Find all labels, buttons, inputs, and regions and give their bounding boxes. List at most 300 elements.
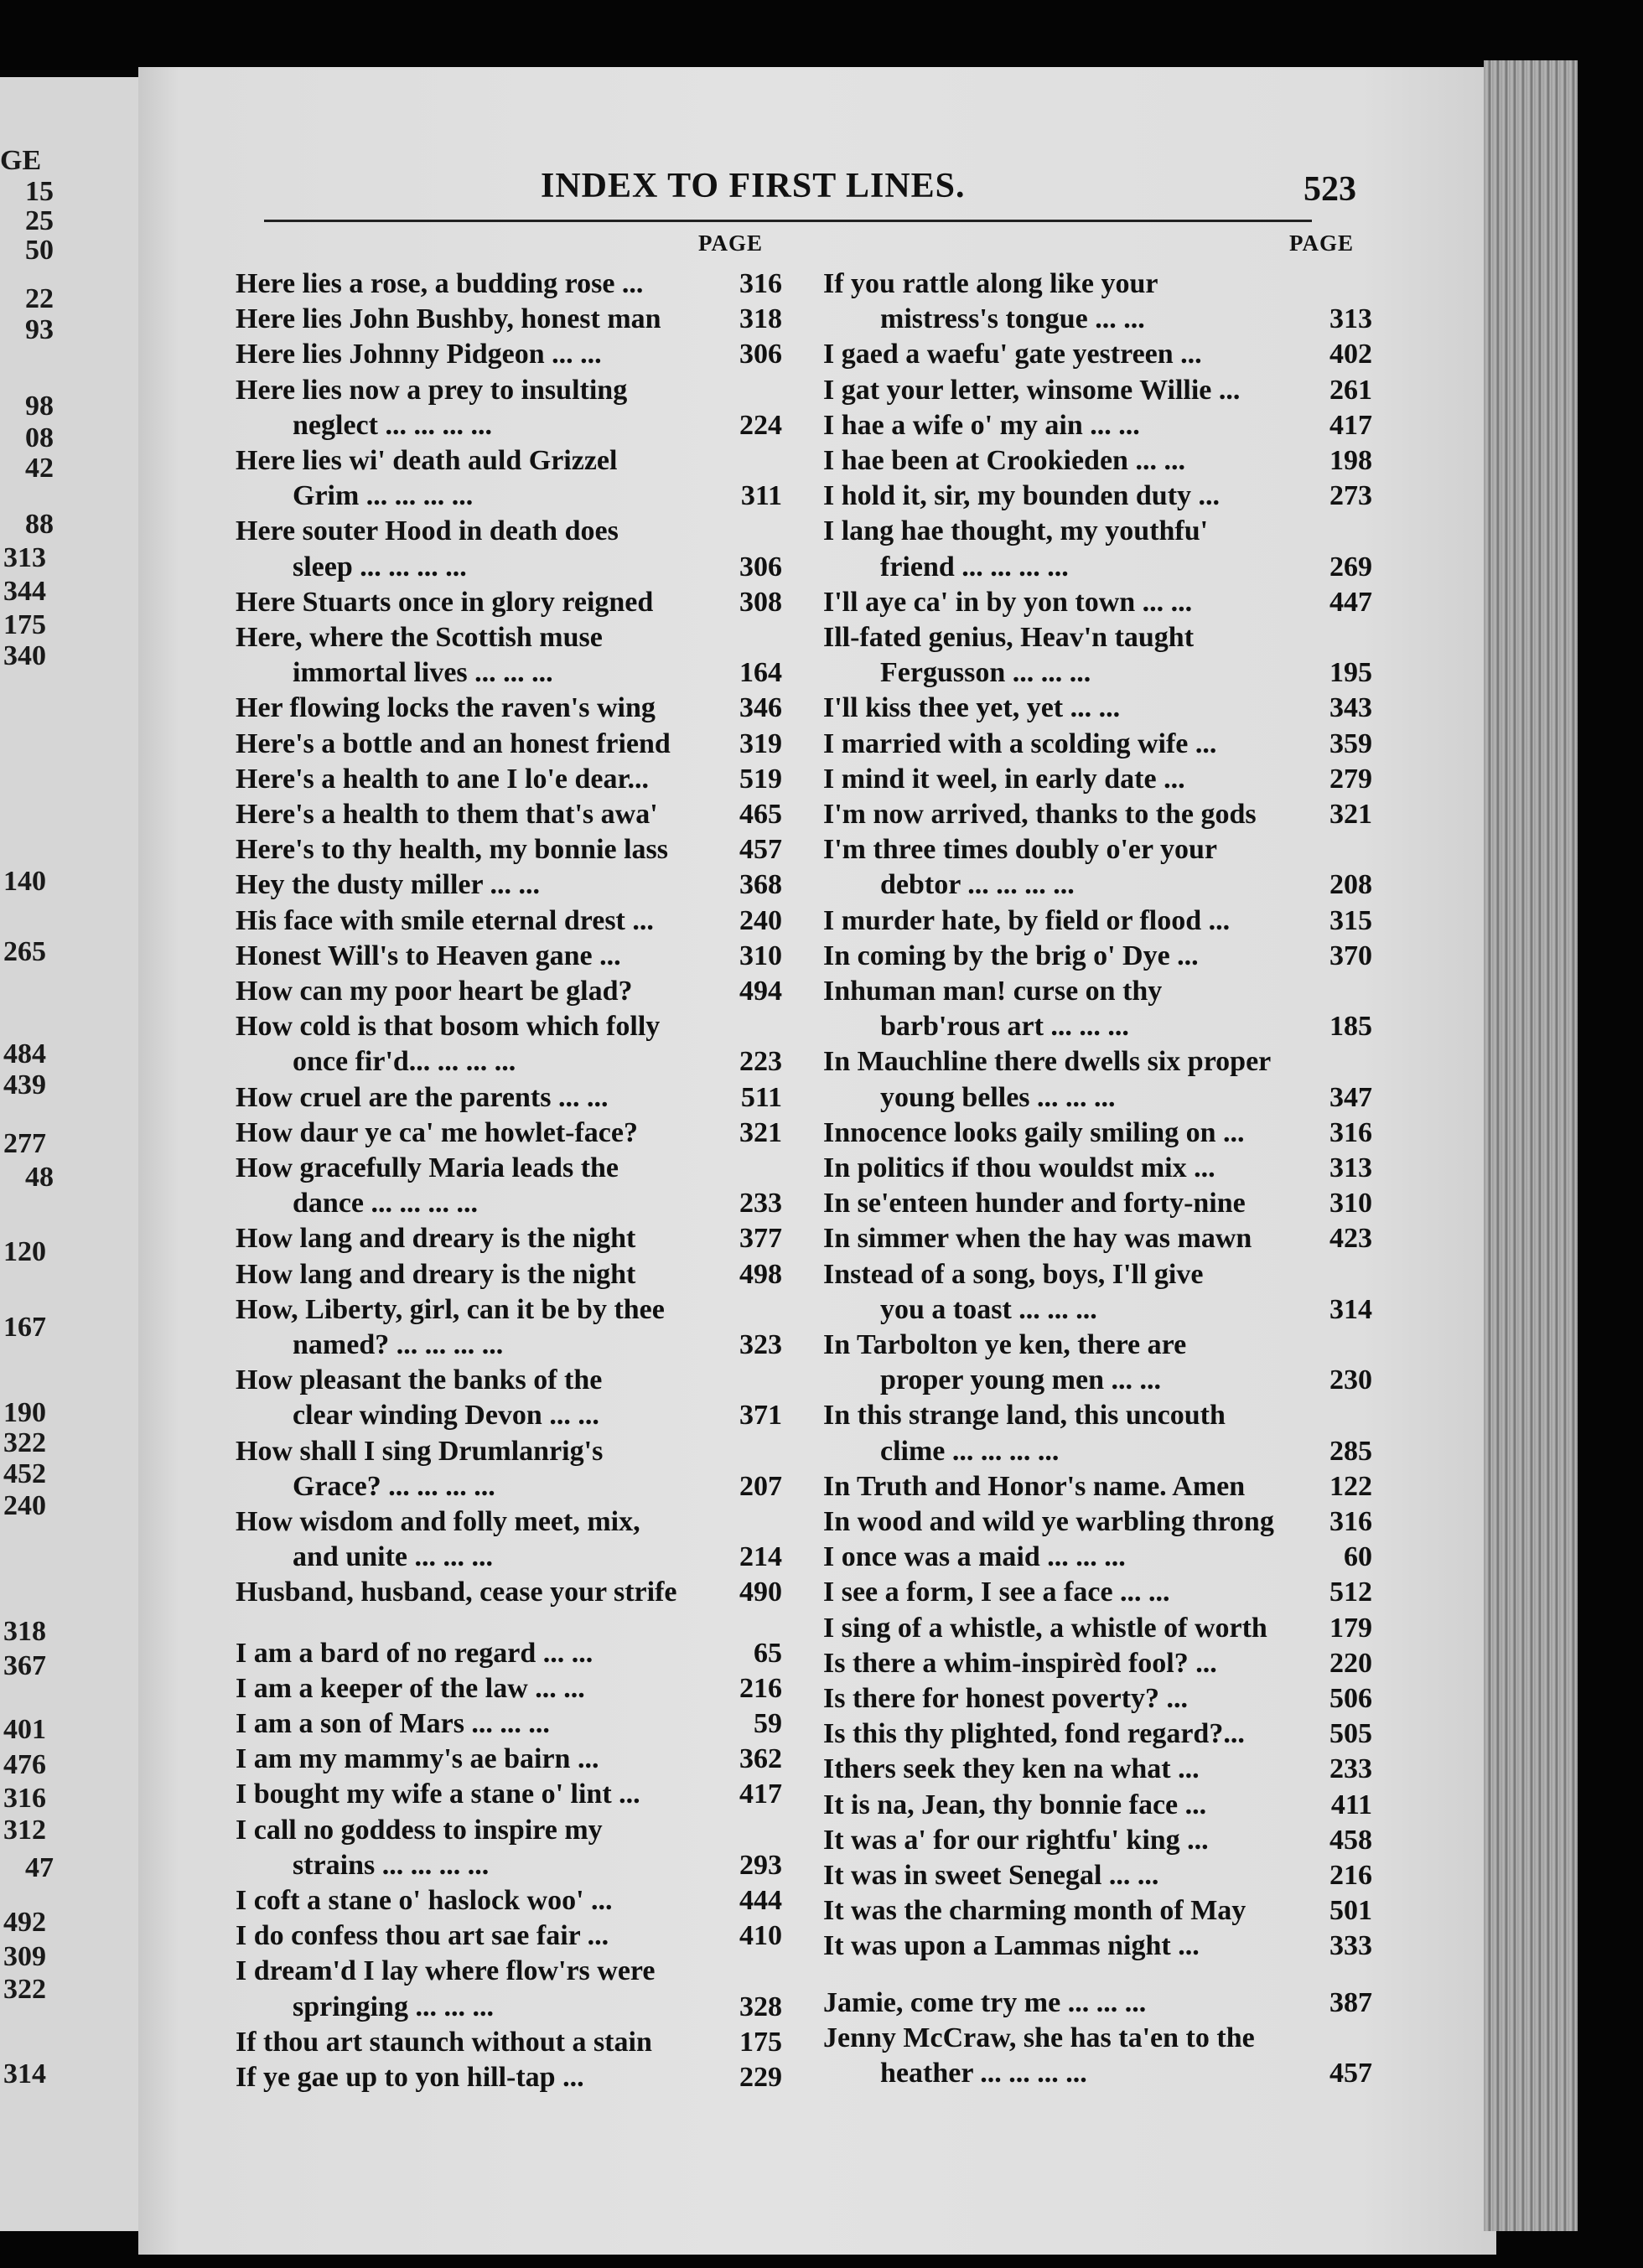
page-ref: 402 [1329, 339, 1372, 370]
page-ref: 457 [1329, 2058, 1372, 2089]
first-line-text: Grace? ... ... ... ... [293, 1470, 495, 1502]
first-line-text: In Tarbolton ye ken, there are [823, 1329, 1187, 1360]
first-line-text: Ill-fated genius, Heav'n taught [823, 622, 1195, 653]
page-ref: 494 [739, 976, 782, 1007]
index-entry [236, 867, 782, 904]
index-entry [236, 761, 782, 798]
first-line-text: In wood and wild ye warbling throng [823, 1506, 1274, 1537]
index-entry [823, 690, 1372, 727]
first-line-text: I hold it, sir, my bounden duty ... [823, 480, 1221, 512]
facing-page-number: 120 [3, 1236, 46, 1267]
page-ref: 293 [739, 1849, 782, 1881]
index-entry [823, 584, 1372, 621]
first-line-text: If you rattle along like your [823, 268, 1158, 299]
index-entry-continuation [236, 1327, 782, 1364]
book-page [138, 67, 1496, 2255]
index-entry-continuation [823, 1362, 1372, 1399]
first-line-text: How pleasant the banks of the [236, 1364, 603, 1396]
first-line-text: I gaed a waefu' gate yestreen ... [823, 339, 1202, 370]
index-entry [236, 1882, 782, 1919]
first-line-text: How cruel are the parents ... ... [236, 1081, 609, 1113]
index-entry [236, 1080, 782, 1116]
first-line-text: I once was a maid ... ... ... [823, 1541, 1126, 1573]
index-entry [236, 726, 782, 763]
page-ref: 417 [1329, 409, 1372, 441]
first-line-text: How lang and dreary is the night [236, 1258, 636, 1290]
header-rule [264, 220, 1312, 222]
first-line-text: How cold is that bosom which folly [236, 1011, 661, 1043]
index-entry-continuation [236, 655, 782, 691]
page-ref: 313 [1329, 303, 1372, 335]
facing-page-number: 322 [3, 1427, 46, 1458]
first-line-text: It was in sweet Senegal ... ... [823, 1860, 1159, 1891]
index-entry [823, 903, 1372, 940]
index-entry-continuation [236, 1468, 782, 1505]
page-ref: 387 [1329, 1986, 1372, 2018]
page-ref: 377 [739, 1223, 782, 1255]
first-line-text: I hae been at Crookieden ... ... [823, 445, 1185, 476]
page-ref: 328 [739, 1991, 782, 2022]
first-line-text: neglect ... ... ... ... [293, 409, 492, 441]
index-entry [236, 336, 782, 373]
index-entry [823, 973, 1372, 1010]
page-ref: 164 [739, 657, 782, 689]
first-line-text: heather ... ... ... ... [880, 2058, 1087, 2089]
facing-page-number: 484 [3, 1038, 46, 1069]
first-line-text: It was a' for our rightfu' king ... [823, 1824, 1209, 1856]
index-entry [236, 796, 782, 833]
page-ref: 216 [739, 1672, 782, 1704]
page-ref: 65 [754, 1637, 782, 1669]
index-entry [236, 690, 782, 727]
facing-page-number: 312 [3, 1815, 46, 1846]
first-line-text: How gracefully Maria leads the [236, 1152, 619, 1183]
index-entry [823, 1574, 1372, 1611]
first-line-text: Innocence looks gaily smiling on ... [823, 1116, 1245, 1148]
page-ref: 323 [739, 1329, 782, 1360]
page-ref: 505 [1329, 1718, 1372, 1750]
first-line-text: Jenny McCraw, she has ta'en to the [823, 2022, 1255, 2053]
index-entry [823, 1468, 1372, 1505]
first-line-text: Here's to thy health, my bonnie lass [236, 834, 669, 866]
facing-page-number: 318 [3, 1616, 46, 1647]
facing-page-number: 309 [3, 1941, 46, 1972]
first-line-text: Is there a whim-inspirèd fool? ... [823, 1647, 1217, 1679]
index-entry [236, 513, 782, 550]
first-line-text: I'll kiss thee yet, yet ... ... [823, 692, 1121, 724]
index-entry [236, 1433, 782, 1470]
first-line-text: Here lies Johnny Pidgeon ... ... [236, 339, 602, 370]
page-ref: 447 [1329, 586, 1372, 618]
page-ref: 319 [739, 728, 782, 759]
page-ref: 233 [1329, 1753, 1372, 1785]
index-entry [823, 478, 1372, 515]
facing-page-number: 314 [3, 2058, 46, 2089]
index-entry [823, 443, 1372, 479]
first-line-text: clime ... ... ... ... [880, 1435, 1060, 1467]
index-entry [823, 2020, 1372, 2057]
page-edges [1484, 60, 1578, 2231]
first-line-text: and unite ... ... ... [293, 1541, 493, 1573]
facing-page-number: 47 [25, 1852, 54, 1883]
first-line-text: sleep ... ... ... ... [293, 551, 467, 583]
first-line-text: barb'rous art ... ... ... [880, 1011, 1129, 1043]
page-ref: 220 [1329, 1647, 1372, 1679]
page-ref: 269 [1329, 551, 1372, 583]
index-entry [823, 372, 1372, 409]
first-line-text: I am a keeper of the law ... ... [236, 1672, 585, 1704]
first-line-text: Here's a bottle and an honest friend [236, 728, 671, 759]
facing-page-number: 492 [3, 1907, 46, 1938]
index-entry [236, 1918, 782, 1955]
first-line-text: It was upon a Lammas night ... [823, 1930, 1200, 1962]
facing-page-number: 316 [3, 1783, 46, 1814]
index-entry-continuation [236, 1847, 782, 1884]
index-entry [823, 1115, 1372, 1152]
first-line-text: How shall I sing Drumlanrig's [236, 1435, 604, 1467]
index-entry [236, 1150, 782, 1187]
index-entry-continuation [823, 1008, 1372, 1045]
first-line-text: It was the charming month of May [823, 1895, 1247, 1927]
first-line-text: once fir'd... ... ... ... [293, 1046, 516, 1078]
index-entry [823, 407, 1372, 444]
index-entry [236, 973, 782, 1010]
first-line-text: Grim ... ... ... ... [293, 480, 474, 512]
index-entry [823, 1220, 1372, 1257]
index-entry [236, 1776, 782, 1813]
index-entry [236, 903, 782, 940]
page-ref: 315 [1329, 904, 1372, 936]
index-entry [236, 584, 782, 621]
index-entry [236, 1256, 782, 1293]
index-entry [823, 938, 1372, 975]
first-line-text: proper young men ... ... [880, 1364, 1162, 1396]
index-entry [823, 1893, 1372, 1929]
page-ref: 314 [1329, 1293, 1372, 1325]
first-line-text: Is this thy plighted, fond regard?... [823, 1718, 1245, 1750]
index-entry-continuation [823, 549, 1372, 586]
page-ref: 306 [739, 551, 782, 583]
index-entry [823, 1504, 1372, 1540]
index-entry-continuation [823, 301, 1372, 338]
page-ref: 347 [1329, 1081, 1372, 1113]
first-line-text: I mind it weel, in early date ... [823, 763, 1185, 795]
facing-page-number: 22 [25, 283, 54, 314]
first-line-text: strains ... ... ... ... [293, 1849, 490, 1881]
page-ref: 214 [739, 1541, 782, 1573]
page-ref: 457 [739, 834, 782, 866]
first-line-text: I do confess thou art sae fair ... [236, 1920, 609, 1952]
index-entry [236, 1292, 782, 1328]
index-entry-continuation [236, 407, 782, 444]
page-ref: 229 [739, 2062, 782, 2093]
page-ref: 316 [739, 268, 782, 299]
page-ref: 230 [1329, 1364, 1372, 1396]
page-ref: 273 [1329, 480, 1372, 512]
page-ref: 195 [1329, 657, 1372, 689]
first-line-text: Here lies a rose, a budding rose ... [236, 268, 644, 299]
first-line-text: I married with a scolding wife ... [823, 728, 1217, 759]
page-ref: 498 [739, 1258, 782, 1290]
page-ref: 423 [1329, 1223, 1372, 1255]
index-entry [236, 1115, 782, 1152]
index-entry-continuation [236, 1989, 782, 2026]
facing-page-edge [0, 77, 151, 2231]
page-title: INDEX TO FIRST LINES. [541, 167, 966, 205]
page-ref: 60 [1344, 1541, 1372, 1573]
page-ref: 175 [739, 2026, 782, 2058]
page-ref: 223 [739, 1046, 782, 1078]
first-line-text: immortal lives ... ... ... [293, 657, 553, 689]
page-ref: 346 [739, 692, 782, 724]
page-ref: 318 [739, 303, 782, 335]
index-entry [823, 1928, 1372, 1965]
first-line-text: If ye gae up to yon hill-tap ... [236, 2062, 584, 2093]
page-ref: 261 [1329, 374, 1372, 406]
facing-page-number: 15 [25, 176, 54, 207]
index-entry-continuation [236, 1185, 782, 1222]
first-line-text: His face with smile eternal drest ... [236, 904, 654, 936]
page-ref: 501 [1329, 1895, 1372, 1927]
index-entry [236, 443, 782, 479]
page-ref: 207 [739, 1470, 782, 1502]
first-line-text: Here lies now a prey to insulting [236, 374, 628, 406]
index-entry [823, 266, 1372, 303]
page-ref: 179 [1329, 1612, 1372, 1644]
first-line-text: Here lies wi' death auld Grizzel [236, 445, 618, 476]
facing-page-number: 401 [3, 1714, 46, 1745]
page-ref: 59 [754, 1708, 782, 1739]
index-entry [236, 1574, 782, 1611]
index-entry [823, 726, 1372, 763]
index-entry-continuation [823, 655, 1372, 691]
page-ref: 308 [739, 586, 782, 618]
first-line-text: springing ... ... ... [293, 1991, 494, 2022]
page-ref: 198 [1329, 445, 1372, 476]
index-entry-continuation [823, 1080, 1372, 1116]
index-entry-continuation [236, 1043, 782, 1080]
facing-page-number: 265 [3, 936, 46, 967]
page-ref: 465 [739, 799, 782, 830]
first-line-text: How lang and dreary is the night [236, 1223, 636, 1255]
first-line-text: I gat your letter, winsome Willie ... [823, 374, 1241, 406]
first-line-text: How daur ye ca' me howlet-face? [236, 1116, 638, 1148]
first-line-text: I lang hae thought, my youthfu' [823, 515, 1209, 547]
index-entry [236, 1670, 782, 1707]
index-entry [823, 1150, 1372, 1187]
page-ref: 506 [1329, 1683, 1372, 1714]
first-line-text: In Truth and Honor's name. Amen [823, 1470, 1246, 1502]
index-entry [236, 2059, 782, 2096]
first-line-text: Husband, husband, cease your strife [236, 1577, 677, 1608]
first-line-text: I'm now arrived, thanks to the gods [823, 799, 1257, 830]
facing-page-number: 48 [25, 1162, 54, 1193]
first-line-text: Fergusson ... ... ... [880, 657, 1091, 689]
first-line-text: Here Stuarts once in glory reigned [236, 586, 654, 618]
page-number: 523 [1304, 170, 1356, 209]
index-entry [823, 1822, 1372, 1859]
index-entry [823, 619, 1372, 656]
page-ref: 122 [1329, 1470, 1372, 1502]
facing-page-number: 313 [3, 542, 46, 573]
facing-page-number: 50 [25, 235, 54, 266]
facing-page-number: 476 [3, 1749, 46, 1780]
first-line-text: Jamie, come try me ... ... ... [823, 1986, 1147, 2018]
page-ref: 316 [1329, 1116, 1372, 1148]
page-ref: 240 [739, 904, 782, 936]
first-line-text: I'll aye ca' in by yon town ... ... [823, 586, 1193, 618]
first-line-text: How, Liberty, girl, can it be by thee [236, 1293, 665, 1325]
first-line-text: I am a bard of no regard ... ... [236, 1637, 593, 1669]
page-ref: 216 [1329, 1860, 1372, 1891]
first-line-text: friend ... ... ... ... [880, 551, 1069, 583]
page-ref: 411 [1330, 1789, 1372, 1820]
first-line-text: Is there for honest poverty? ... [823, 1683, 1189, 1714]
index-entry [236, 372, 782, 409]
index-entry-continuation [823, 1292, 1372, 1328]
index-entry [236, 938, 782, 975]
first-line-text: I call no goddess to inspire my [236, 1814, 603, 1846]
index-entry [236, 1504, 782, 1540]
first-line-text: Ithers seek they ken na what ... [823, 1753, 1200, 1785]
facing-page-number: 367 [3, 1650, 46, 1681]
index-entry-continuation [823, 867, 1372, 904]
page-ref: 311 [740, 480, 782, 512]
facing-page-number: 167 [3, 1312, 46, 1343]
page-ref: 444 [739, 1885, 782, 1916]
facing-page-number: GE [0, 145, 42, 176]
index-entry [823, 1680, 1372, 1717]
facing-page-number: 340 [3, 640, 46, 671]
index-entry [823, 1043, 1372, 1080]
first-line-text: young belles ... ... ... [880, 1081, 1116, 1113]
first-line-text: mistress's tongue ... ... [880, 303, 1145, 335]
page-ref: 313 [1329, 1152, 1372, 1183]
facing-page-numbers [0, 77, 151, 2231]
facing-page-number: 08 [25, 422, 54, 453]
column-1-heading: PAGE [698, 230, 763, 256]
index-entry [823, 1857, 1372, 1894]
index-entry [236, 1220, 782, 1257]
index-entry-continuation [823, 1433, 1372, 1470]
page-ref: 511 [740, 1081, 782, 1113]
page-ref: 417 [739, 1779, 782, 1810]
page-ref: 512 [1329, 1577, 1372, 1608]
first-line-text: I see a form, I see a face ... ... [823, 1577, 1170, 1608]
first-line-text: clear winding Devon ... ... [293, 1400, 599, 1432]
first-line-text: I sing of a whistle, a whistle of worth [823, 1612, 1267, 1644]
index-entry [823, 1256, 1372, 1293]
first-line-text: I am my mammy's ae bairn ... [236, 1743, 599, 1775]
first-line-text: I am a son of Mars ... ... ... [236, 1708, 550, 1739]
index-entry [823, 1397, 1372, 1434]
first-line-text: I murder hate, by field or flood ... [823, 904, 1231, 936]
first-line-text: you a toast ... ... ... [880, 1293, 1097, 1325]
first-line-text: Inhuman man! curse on thy [823, 976, 1163, 1007]
facing-page-number: 98 [25, 391, 54, 422]
first-line-text: Her flowing locks the raven's wing [236, 692, 656, 724]
first-line-text: named? ... ... ... ... [293, 1329, 504, 1360]
first-line-text: Hey the dusty miller ... ... [236, 869, 540, 901]
page-ref: 333 [1329, 1930, 1372, 1962]
first-line-text: Here lies John Bushby, honest man [236, 303, 661, 335]
index-entry [823, 1716, 1372, 1753]
page-ref: 359 [1329, 728, 1372, 759]
first-line-text: In politics if thou wouldst mix ... [823, 1152, 1215, 1183]
first-line-text: In Mauchline there dwells six proper [823, 1046, 1272, 1078]
page-ref: 458 [1329, 1824, 1372, 1856]
index-entry [823, 761, 1372, 798]
page-ref: 310 [739, 940, 782, 971]
page-ref: 490 [739, 1577, 782, 1608]
first-line-text: Here souter Hood in death does [236, 515, 619, 547]
index-entry-continuation [236, 1397, 782, 1434]
first-line-text: In this strange land, this uncouth [823, 1400, 1226, 1432]
first-line-text: I dream'd I lay where flow'rs were [236, 1955, 656, 1987]
facing-page-number: 277 [3, 1128, 46, 1159]
page-ref: 285 [1329, 1435, 1372, 1467]
index-entry [823, 1787, 1372, 1824]
first-line-text: I hae a wife o' my ain ... ... [823, 409, 1140, 441]
facing-page-number: 42 [25, 453, 54, 484]
first-line-text: I'm three times doubly o'er your [823, 834, 1217, 866]
index-entry-continuation [236, 478, 782, 515]
page-ref: 185 [1329, 1011, 1372, 1043]
index-entry [823, 1185, 1372, 1222]
index-entry [823, 336, 1372, 373]
page-ref: 208 [1329, 869, 1372, 901]
first-line-text: How wisdom and folly meet, mix, [236, 1506, 640, 1537]
index-entry [823, 796, 1372, 833]
first-line-text: In simmer when the hay was mawn [823, 1223, 1252, 1255]
first-line-text: Here, where the Scottish muse [236, 622, 603, 653]
page-ref: 368 [739, 869, 782, 901]
index-entry [236, 1362, 782, 1399]
first-line-text: Instead of a song, boys, I'll give [823, 1258, 1204, 1290]
facing-page-number: 190 [3, 1397, 46, 1428]
page-ref: 410 [739, 1920, 782, 1952]
page-ref: 316 [1329, 1506, 1372, 1537]
index-entry-continuation [823, 2055, 1372, 2092]
page-ref: 343 [1329, 692, 1372, 724]
first-line-text: Honest Will's to Heaven gane ... [236, 940, 621, 971]
index-entry [236, 2024, 782, 2061]
first-line-text: Here's a health to them that's awa' [236, 799, 658, 830]
index-entry [236, 1635, 782, 1672]
index-entry [823, 1985, 1372, 2022]
first-line-text: It is na, Jean, thy bonnie face ... [823, 1789, 1207, 1820]
first-line-text: In coming by the brig o' Dye ... [823, 940, 1199, 971]
index-entry [236, 831, 782, 868]
first-line-text: How can my poor heart be glad? [236, 976, 633, 1007]
index-entry [823, 513, 1372, 550]
page-ref: 371 [739, 1400, 782, 1432]
index-entry [236, 1953, 782, 1990]
page-ref: 519 [739, 763, 782, 795]
page-ref: 362 [739, 1743, 782, 1775]
index-entry [823, 1751, 1372, 1788]
page-ref: 279 [1329, 763, 1372, 795]
index-entry [236, 301, 782, 338]
first-line-text: In se'enteen hunder and forty-nine [823, 1188, 1246, 1219]
page-ref: 321 [739, 1116, 782, 1148]
index-entry [823, 1610, 1372, 1647]
index-entry [823, 1539, 1372, 1576]
index-entry [236, 1741, 782, 1778]
index-entry [236, 1008, 782, 1045]
first-line-text: Here's a health to ane I lo'e dear... [236, 763, 649, 795]
facing-page-number: 240 [3, 1490, 46, 1521]
